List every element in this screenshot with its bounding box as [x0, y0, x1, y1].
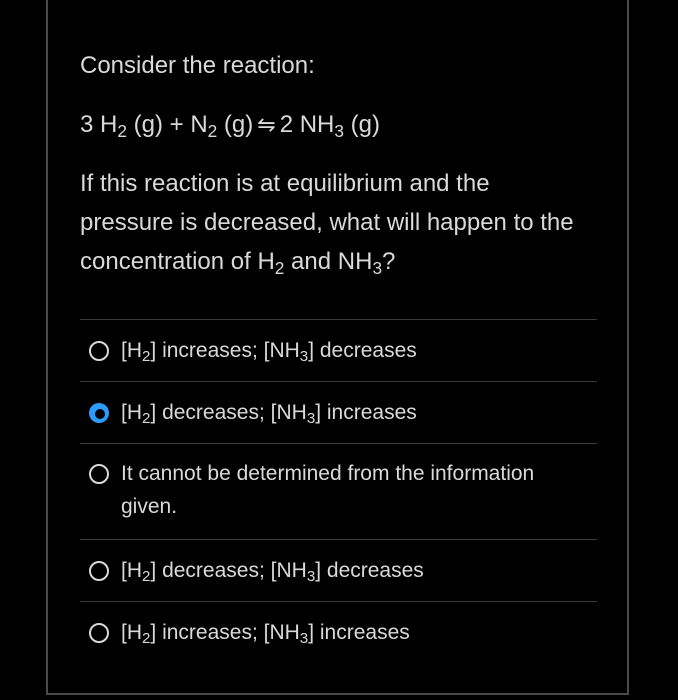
label-part: ] decreases; [NH — [150, 559, 307, 582]
answer-option[interactable] — [80, 601, 597, 663]
prompt-text-1: If this reaction is at equilibrium and the pressure is decreased, what will happen to the concentration of H — [80, 170, 574, 275]
answer-option[interactable] — [80, 539, 597, 601]
eq-reactant2-state: (g) — [217, 111, 254, 138]
label-sub: 2 — [142, 410, 151, 428]
option-label — [121, 554, 424, 587]
prompt-text-3: ? — [382, 248, 396, 275]
label-part: [H — [121, 339, 142, 362]
label-part: ] decreases — [315, 559, 424, 582]
prompt-text-2: and NH — [284, 248, 373, 275]
label-sub: 2 — [142, 348, 151, 366]
prompt-sub-2: 3 — [372, 257, 383, 278]
answer-option[interactable] — [80, 319, 597, 381]
radio-button[interactable] — [89, 561, 109, 581]
label-sub: 3 — [306, 568, 316, 586]
question-intro: Consider the reaction: — [80, 52, 315, 79]
label-sub: 3 — [299, 348, 309, 366]
option-label — [121, 616, 410, 649]
label-part: ] increases; [NH — [150, 621, 300, 644]
label-part: ] increases — [308, 621, 410, 644]
radio-button[interactable] — [89, 464, 109, 484]
label-sub: 2 — [142, 630, 151, 648]
eq-sub-h2: 2 — [117, 120, 127, 141]
prompt-sub-1: 2 — [274, 257, 285, 278]
eq-reactant1-state: (g) + N — [126, 111, 208, 138]
label-part: ] decreases — [308, 339, 417, 362]
option-label: It cannot be determined from the information given. — [121, 462, 535, 518]
label-sub: 3 — [306, 410, 316, 428]
label-part: ] increases — [315, 401, 417, 424]
eq-product: 2 NH — [279, 111, 335, 138]
reaction-equation — [80, 108, 380, 142]
eq-sub-n2: 2 — [207, 120, 218, 141]
label-sub: 2 — [142, 568, 151, 586]
answer-option[interactable] — [80, 443, 597, 539]
answer-options — [80, 319, 597, 663]
eq-product-state: (g) — [344, 111, 380, 138]
label-part: [H — [121, 401, 142, 424]
eq-reactant1: 3 H — [80, 111, 118, 138]
label-part: [H — [121, 621, 142, 644]
label-part: ] decreases; [NH — [150, 401, 307, 424]
option-label — [121, 396, 417, 429]
label-sub: 3 — [299, 630, 309, 648]
label-part: ] increases; [NH — [150, 339, 300, 362]
radio-button[interactable] — [89, 341, 109, 361]
option-label — [121, 334, 417, 367]
eq-sub-nh3: 3 — [334, 120, 344, 141]
answer-option[interactable] — [80, 381, 597, 443]
label-part: [H — [121, 559, 142, 582]
question-prompt — [80, 164, 580, 281]
equilibrium-arrow-icon: ⇋ — [257, 112, 276, 137]
radio-button-selected[interactable] — [89, 403, 109, 423]
radio-button[interactable] — [89, 623, 109, 643]
